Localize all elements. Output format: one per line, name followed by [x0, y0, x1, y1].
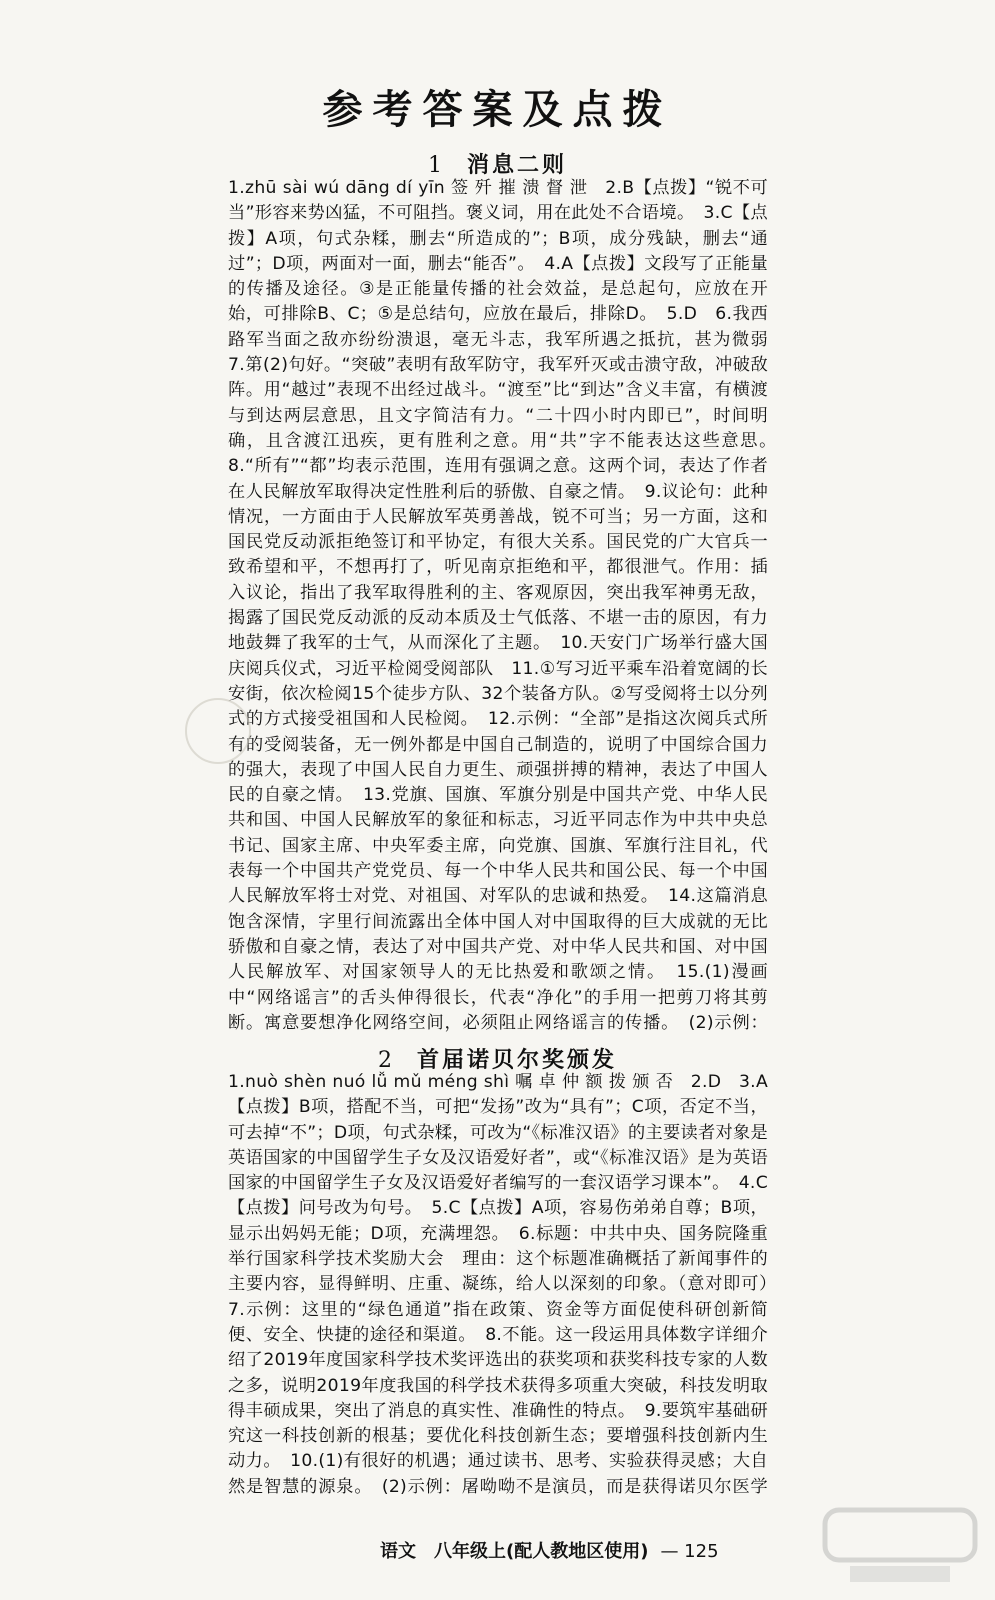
watermark-logo: [820, 1500, 980, 1590]
section-1-heading: [0, 148, 995, 179]
stamp-mark: [185, 698, 251, 764]
page-title: 参考答案及点拨: [322, 86, 673, 133]
section-2-text: 1.nuò shèn nuó lǚ mǔ méng shì 嘱 卓 仲 额 拨 颁 否 2.D 3.A【点拨】B项，搭配不当，可把“发扬”改为“具有”；C项，否定不当，可去掉“不”；D项，句式杂糅，可改为“《标准汉语》的主要读者对象是英语国家的中国留学生子女及汉语爱好者”，或“《标准汉语》是为英语国家的中国留学生子女及汉语爱好者编写的一套汉语学习课本”。 4.C【点拨】问号改为句号。 5.C【点拨】A项，容易伤弟弟自尊；B项，显示出妈妈无能；D项，充满埋怨。 6.标题：中共中央、国务院隆重举行国家科学技术奖励大会 理由：这个标题准确概括了新闻事件的主要内容，显得鲜明、庄重、凝练，给人以深刻的印象。（意对即可） 7.示例：这里的“绿色通道”指在政策、资金等方面促使科研创新简便、安全、快捷的途径和渠道。 8.不能。这一段运用具体数字详细介绍了2019年度国家科学技术奖评选出的获奖项和获奖科技专家的人数之多，说明2019年度我国的科学技术获得多项重大突破，科技发明取得丰硕成果，突出了消息的真实性、准确性的特点。 9.要筑牢基础研究这一科技创新的根基；要优化科技创新生态；要增强科技创新内生动力。 10.(1)有很好的机遇；通过读书、思考、实验获得灵感；大自然是智慧的源泉。 (2)示例：屠呦呦不是演员，而是获得诺贝尔医学: [228, 1072, 768, 1497]
page-footer: [380, 1537, 800, 1563]
section-1-text: 1.zhū sài wú dāng dí yīn 签 歼 摧 溃 督 泄 2.B【点拨】“锐不可当”形容来势凶猛，不可阻挡。褒义词，用在此处不合语境。 3.C【点拨】A项，句式杂糅，删去“所造成的”；B项，成分残缺，删去“通过”；D项，两面对一面，删去“能否”。 4.A【点拨】文段写了正能量的传播及途径。③是正能量传播的社会效益，是总起句，应放在开始，可排除B、C；⑤是总结句，应放在最后，排除D。 5.D 6.我西路军当面之敌亦纷纷溃退，毫无斗志，我军所遇之抵抗，甚为微弱 7.第(2)句好。“突破”表明有敌军防守，我军歼灭或击溃守敌，冲破敌阵。用“越过”表现不出经过战斗。“渡至”比“到达”含义丰富，有横渡与到达两层意思，且文字简洁有力。“二十四小时内即已”，时间明确，且含渡江迅疾，更有胜利之意。用“共”字不能表达这些意思。 8.“所有”“都”均表示范围，连用有强调之意。这两个词，表达了作者在人民解放军取得决定性胜利后的骄傲、自豪之情。 9.议论句：此种情况，一方面由于人民解放军英勇善战，锐不可当；另一方面，这和国民党反动派拒绝签订和平协定，有很大关系。国民党的广大官兵一致希望和平，不想再打了，听见南京拒绝和平，都很泄气。作用：插入议论，指出了我军取得胜利的主、客观原因，突出我军神勇无敌，揭露了国民党反动派的反动本质及士气低落、不堪一击的原因，有力地鼓舞了我军的士气，从而深化了主题。 10.天安门广场举行盛大国庆阅兵仪式，习近平检阅受阅部队 11.①写习近平乘车沿着宽阔的长安街，依次检阅15个徒步方队、32个装备方队。②写受阅将士以分列式的方式接受祖国和人民检阅。 12.示例：“全部”是指这次阅兵式所有的受阅装备，无一例外都是中国自己制造的，说明了中国综合国力的强大，表现了中国人民自力更生、顽强拼搏的精神，表达了中国人民的自豪之情。 13.党旗、国旗、军旗分别是中国共产党、中华人民共和国、中国人民解放军的象征和标志，习近平同志作为中共中央总书记、国家主席、中央军委主席，向党旗、国旗、军旗行注目礼，代表每一个中国共产党党员、每一个中华人民共和国公民、每一个中国人民解放军将士对党、对祖国、对军队的忠诚和热爱。 14.这篇消息饱含深情，字里行间流露出全体中国人对中国取得的巨大成就的无比骄傲和自豪之情，表达了对中国共产党、对中华人民共和国、对中国人民解放军、对国家领导人的无比热爱和歌颂之情。 15.(1)漫画中“网络谣言”的舌头伸得很长，代表“净化”的手用一把剪刀将其剪断。寓意要想净化网络空间，必须阻止网络谣言的传播。 (2)示例：: [228, 178, 768, 1033]
section-1-answers: [228, 176, 768, 1036]
page-number: — 125: [660, 1541, 719, 1562]
section-2-title: 首届诺贝尔奖颁发: [416, 1047, 617, 1073]
section-1-number: 1: [427, 153, 445, 178]
section-1-title: 消息二则: [466, 152, 567, 178]
footer-subject: 语文 八年级上(配人教地区使用): [380, 1541, 649, 1562]
section-2-number: 2: [377, 1048, 395, 1073]
section-2-answers: [228, 1070, 768, 1500]
